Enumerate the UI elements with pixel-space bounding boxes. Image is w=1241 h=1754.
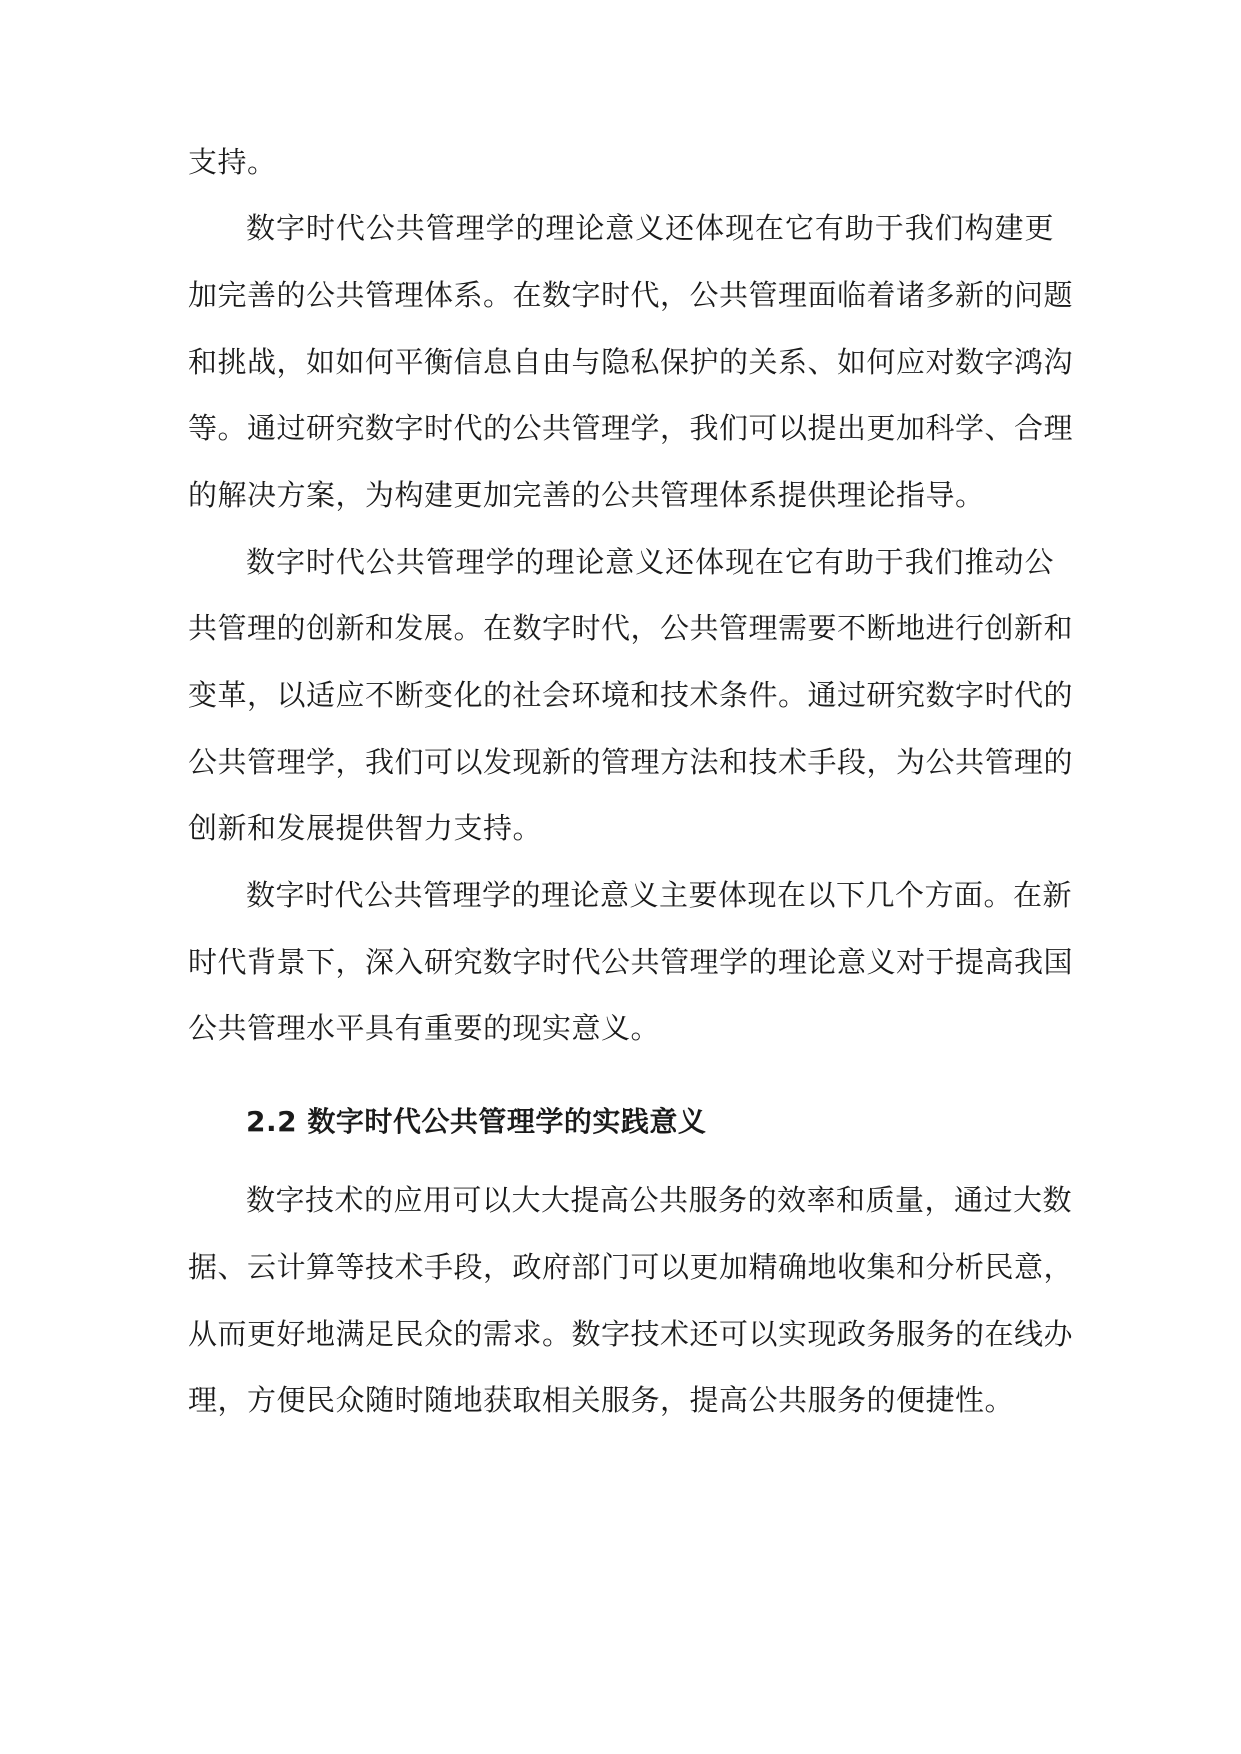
- section-heading: 2.2 数字时代公共管理学的实践意义: [246, 1105, 707, 1138]
- paragraph-line: 的解决方案，为构建更加完善的公共管理体系提供理论指导。: [188, 478, 985, 512]
- paragraph-line: 公共管理水平具有重要的现实意义。: [188, 1011, 661, 1045]
- paragraph-line: 数字时代公共管理学的理论意义还体现在它有助于我们推动公: [246, 545, 1054, 579]
- paragraph-line: 公共管理学，我们可以发现新的管理方法和技术手段，为公共管理的: [188, 745, 1074, 779]
- paragraph-line: 从而更好地满足民众的需求。数字技术还可以实现政务服务的在线办: [188, 1317, 1074, 1351]
- paragraph-line: 支持。: [188, 145, 277, 179]
- paragraph-line: 时代背景下，深入研究数字时代公共管理学的理论意义对于提高我国: [188, 945, 1074, 979]
- paragraph-line: 加完善的公共管理体系。在数字时代，公共管理面临着诸多新的问题: [188, 278, 1074, 312]
- paragraph-line: 变革，以适应不断变化的社会环境和技术条件。通过研究数字时代的: [188, 678, 1074, 712]
- paragraph-line: 创新和发展提供智力支持。: [188, 811, 543, 845]
- paragraph-line: 据、云计算等技术手段，政府部门可以更加精确地收集和分析民意，: [188, 1250, 1074, 1284]
- paragraph-line: 等。通过研究数字时代的公共管理学，我们可以提出更加科学、合理: [188, 411, 1074, 445]
- paragraph-line: 数字技术的应用可以大大提高公共服务的效率和质量，通过大数: [246, 1183, 1073, 1217]
- paragraph-line: 理，方便民众随时随地获取相关服务，提高公共服务的便捷性。: [188, 1383, 1015, 1417]
- paragraph-line: 和挑战，如如何平衡信息自由与隐私保护的关系、如何应对数字鸿沟: [188, 345, 1074, 379]
- paragraph-line: 数字时代公共管理学的理论意义还体现在它有助于我们构建更: [246, 211, 1054, 245]
- paragraph-line: 数字时代公共管理学的理论意义主要体现在以下几个方面。在新: [246, 878, 1073, 912]
- paragraph-line: 共管理的创新和发展。在数字时代，公共管理需要不断地进行创新和: [188, 611, 1074, 645]
